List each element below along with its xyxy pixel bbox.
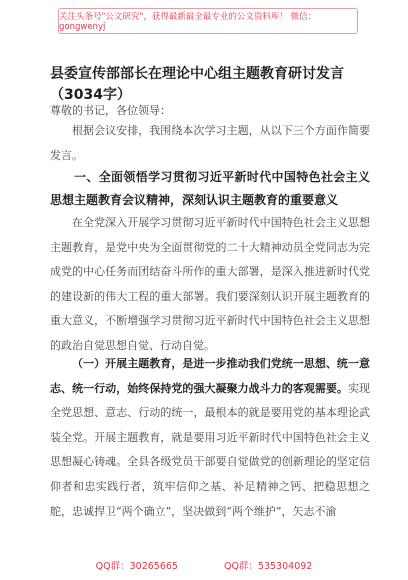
promo-banner [58, 8, 358, 34]
document-title: 县委宣传部部长在理论中心组主题教育研讨发言（3034字） [50, 66, 344, 103]
promo-banner-text: 关注头条号"公文研究"，获得最新最全最专业的公文资料库！ 微信：gongwenyj [59, 12, 317, 32]
subsection-body: 实现全党思想、意志、行动的统一，最根本的就是要用党的基本理论武装全党。开展主题教育，就是要用习近平新时代中国特色社会主义思想凝心铸魂。全县各级党员干部要自觉做党的创新理论的坚定信仰者和忠实践行者，筑牢信仰之基、补足精神之钙、把稳思想之舵，忠诚捍卫“两个确立”，坚决做到“两个维护”，矢志不渝 [50, 381, 371, 518]
salutation: 尊敬的书记，各位领导： [50, 104, 171, 117]
intro-paragraph: 根据会议安排，我围绕本次学习主题，从以下三个方面作简要发言。 [50, 124, 370, 162]
section-heading: 一、全面领悟学习贯彻习近平新时代中国特色社会主义思想主题教育会议精神，深刻认识主题教育的重要意义 [50, 170, 370, 207]
subsection-paragraph [50, 352, 370, 524]
footer [0, 558, 408, 572]
footer-qq-group-2: QQ群：535304092 [223, 561, 313, 572]
subsection-heading: （一）开展主题教育，是进一步推动我们党统一思想、统一意志、统一行动，始终保持党的强大凝聚力战斗力的客观需要。 [50, 357, 370, 395]
body-paragraph: 在全党深入开展学习贯彻习近平新时代中国特色社会主义思想主题教育，是党中央为全面贯彻党的二十大精神动员全党同志为完成党的中心任务而团结奋斗所作的重大部署，是深入推进新时代党的建设新的伟大工程的重大部署。我们要深刻认识开展主题教育的重大意义，不断增强学习贯彻习近平新时代中国特色社会主义思想的政治自觉思想自觉、行动自觉。 [50, 216, 370, 352]
footer-qq-group-1: QQ群：30265665 [95, 561, 178, 572]
